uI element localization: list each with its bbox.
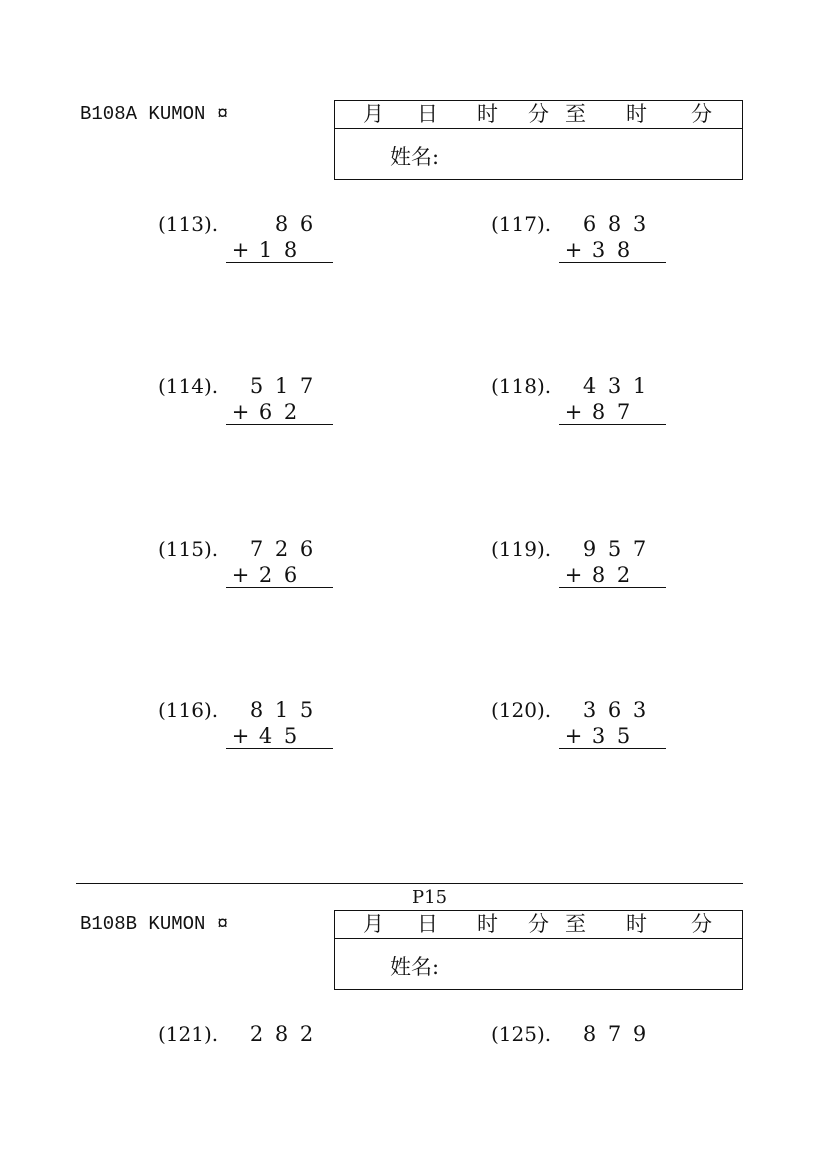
addition-problem (158, 1022, 333, 1082)
problem-number: (113). (158, 212, 219, 236)
addend-bottom-digit: 3 (591, 724, 606, 748)
addend-bottom (561, 724, 636, 748)
sheet-a-title: B108A KUMON ¤ (80, 103, 229, 125)
to-label: 至 (565, 912, 586, 936)
name-field-label: 姓名: (390, 955, 440, 979)
addend-bottom (561, 563, 636, 587)
addend-top-digit: 2 (299, 1022, 314, 1046)
problem-number: (119). (491, 537, 552, 561)
addend-top-digit: 7 (299, 374, 314, 398)
addend-top (244, 698, 319, 722)
hour-label: 时 (477, 102, 498, 126)
plus-sign: + (564, 400, 583, 424)
problem-number: (114). (158, 374, 219, 398)
plus-sign: + (564, 563, 583, 587)
plus-sign: + (231, 400, 250, 424)
addend-bottom-digit: 2 (258, 563, 273, 587)
day-label: 日 (417, 102, 438, 126)
addition-problem (158, 698, 333, 758)
addend-top-digit: 8 (582, 1022, 597, 1046)
addend-bottom-digit: 8 (616, 238, 631, 262)
addend-top-digit: 4 (582, 374, 597, 398)
addend-top-digit: 6 (582, 212, 597, 236)
page-number: P15 (412, 887, 448, 908)
addend-top-digit: 2 (274, 537, 289, 561)
addend-top-digit: 8 (607, 212, 622, 236)
addend-top (577, 374, 652, 398)
addend-top (577, 698, 652, 722)
addend-bottom (228, 238, 303, 262)
addend-top (577, 537, 652, 561)
addend-bottom-digit: 2 (616, 563, 631, 587)
addend-top (244, 1022, 319, 1046)
addend-bottom-digit: 8 (283, 238, 298, 262)
addend-bottom (228, 724, 303, 748)
addend-bottom (228, 400, 303, 424)
sum-line (559, 424, 666, 425)
addend-top (244, 212, 319, 236)
addition-problem (158, 374, 333, 434)
problem-number: (120). (491, 698, 552, 722)
addend-top-digit: 6 (607, 698, 622, 722)
addend-top-digit: 7 (632, 537, 647, 561)
addition-problem (158, 212, 333, 272)
sum-line (559, 748, 666, 749)
addend-top (577, 1022, 652, 1046)
addend-bottom (561, 400, 636, 424)
name-field-label: 姓名: (390, 145, 440, 169)
addend-top-digit: 7 (249, 537, 264, 561)
day-label: 日 (417, 912, 438, 936)
sum-line (226, 424, 333, 425)
month-label: 月 (363, 912, 384, 936)
addend-bottom-digit: 2 (283, 400, 298, 424)
addend-bottom-digit: 3 (591, 238, 606, 262)
minute-label-2: 分 (691, 912, 712, 936)
hour-label-2: 时 (626, 102, 647, 126)
addition-problem (491, 374, 666, 434)
sum-line (226, 587, 333, 588)
time-row (335, 911, 742, 939)
addend-top-digit: 8 (274, 1022, 289, 1046)
addend-top-digit: 3 (632, 698, 647, 722)
month-label: 月 (363, 102, 384, 126)
sheet-b-info-box (334, 910, 743, 990)
addend-bottom-digit: 5 (616, 724, 631, 748)
addend-bottom-digit: 5 (283, 724, 298, 748)
addend-top (244, 374, 319, 398)
plus-sign: + (564, 238, 583, 262)
sum-line (226, 748, 333, 749)
minute-label: 分 (528, 102, 549, 126)
time-row (335, 101, 742, 129)
addend-top-digit: 3 (632, 212, 647, 236)
addend-top-digit: 6 (299, 537, 314, 561)
addend-top-digit: 2 (249, 1022, 264, 1046)
sum-line (559, 262, 666, 263)
addend-top-digit: 1 (632, 374, 647, 398)
addition-problem (491, 212, 666, 272)
plus-sign: + (564, 724, 583, 748)
plus-sign: + (231, 238, 250, 262)
addend-top-digit: 1 (274, 374, 289, 398)
problem-number: (116). (158, 698, 219, 722)
problem-number: (118). (491, 374, 552, 398)
problem-number: (115). (158, 537, 219, 561)
addend-bottom-digit: 8 (591, 400, 606, 424)
addend-top-digit: 5 (249, 374, 264, 398)
sheet-a-info-box (334, 100, 743, 180)
problem-number: (117). (491, 212, 552, 236)
addend-top-digit: 8 (249, 698, 264, 722)
addend-bottom-digit: 1 (258, 238, 273, 262)
addend-bottom (561, 238, 636, 262)
minute-label-2: 分 (691, 102, 712, 126)
problem-number: (121). (158, 1022, 219, 1046)
addend-top-digit: 5 (299, 698, 314, 722)
addition-problem (491, 1022, 666, 1082)
addition-problem (491, 537, 666, 597)
to-label: 至 (565, 102, 586, 126)
addend-top-digit: 9 (582, 537, 597, 561)
sum-line (226, 262, 333, 263)
addend-top-digit: 6 (299, 212, 314, 236)
page-divider (76, 883, 743, 884)
addend-bottom-digit: 6 (258, 400, 273, 424)
addend-bottom-digit: 4 (258, 724, 273, 748)
addend-bottom-digit: 7 (616, 400, 631, 424)
plus-sign: + (231, 724, 250, 748)
addend-top-digit: 5 (607, 537, 622, 561)
hour-label-2: 时 (626, 912, 647, 936)
addition-problem (158, 537, 333, 597)
addend-top-digit: 3 (607, 374, 622, 398)
addend-top-digit: 1 (274, 698, 289, 722)
addend-bottom (228, 563, 303, 587)
addend-top-digit: 3 (582, 698, 597, 722)
addend-bottom-digit: 8 (591, 563, 606, 587)
addend-top-digit: 9 (632, 1022, 647, 1046)
addend-top-digit: 8 (274, 212, 289, 236)
sheet-b-title: B108B KUMON ¤ (80, 913, 229, 935)
minute-label: 分 (528, 912, 549, 936)
addend-top (577, 212, 652, 236)
problem-number: (125). (491, 1022, 552, 1046)
sum-line (559, 587, 666, 588)
addend-top (244, 537, 319, 561)
addition-problem (491, 698, 666, 758)
addend-top-digit: 7 (607, 1022, 622, 1046)
addend-bottom-digit: 6 (283, 563, 298, 587)
plus-sign: + (231, 563, 250, 587)
hour-label: 时 (477, 912, 498, 936)
